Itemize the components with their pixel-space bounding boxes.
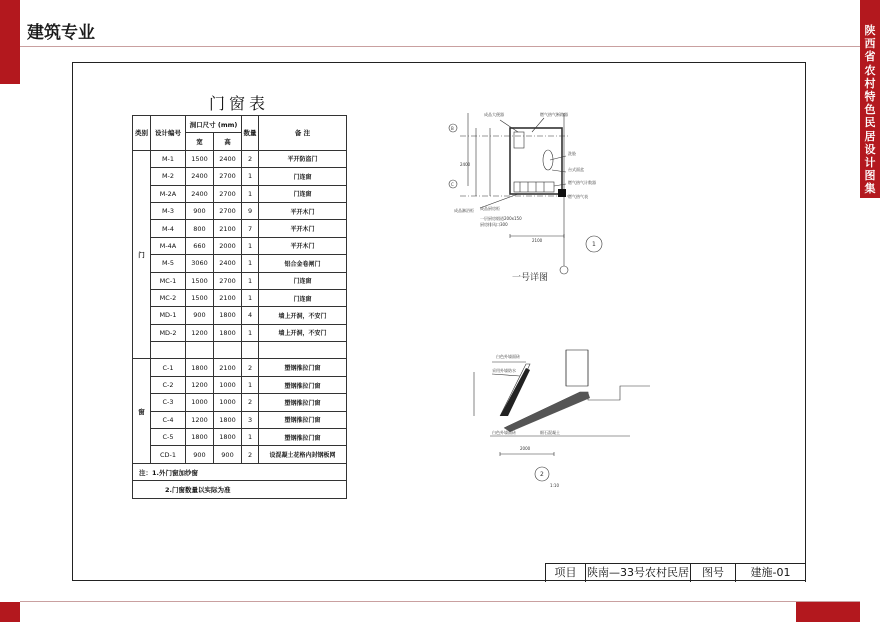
header-opening-size: 洞口尺寸 (mm) (186, 116, 242, 133)
table-row (133, 289, 347, 306)
side-title-char: 色 (864, 103, 876, 117)
detail-2-drawing (470, 342, 650, 492)
detail-2-label: 白色外墙面砖 (496, 354, 520, 359)
quantity-cell: 1 (242, 376, 259, 393)
side-title-char: 陕 (864, 24, 876, 37)
table-row (133, 237, 347, 254)
side-series-title (860, 24, 880, 196)
table-row (133, 324, 347, 341)
detail-1-label: 厨房排风口300 (480, 222, 508, 227)
table-row (133, 359, 347, 376)
header-accent-bar (0, 0, 20, 84)
width-cell: 1000 (186, 394, 214, 411)
table-row (133, 446, 347, 463)
remark-cell: 墙上开洞，不安门 (259, 324, 347, 341)
side-title-char: 农 (864, 63, 876, 77)
header-category: 类别 (133, 116, 151, 151)
quantity-cell: 1 (242, 429, 259, 446)
width-cell: 900 (186, 202, 214, 219)
height-cell: 1000 (214, 376, 242, 393)
table-row (133, 394, 347, 411)
category-cell: 窗 (133, 359, 151, 463)
side-title-char: 特 (864, 90, 876, 104)
remark-cell: 墙上开洞，不安门 (259, 307, 347, 324)
header-design-no: 设计编号 (151, 116, 186, 151)
width-cell: 900 (186, 307, 214, 324)
height-cell: 2700 (214, 272, 242, 289)
table-row (133, 150, 347, 167)
height-cell: 2700 (214, 202, 242, 219)
design-no-cell: CD-1 (151, 446, 186, 463)
quantity-cell: 1 (242, 185, 259, 202)
footer-accent-right (796, 602, 860, 622)
table-row (133, 429, 347, 446)
design-no-cell: M-5 (151, 255, 186, 272)
width-cell: 1500 (186, 272, 214, 289)
detail-2-label: 采用外墙防水 (492, 368, 516, 373)
project-name: 陕南—33号农村民居 (586, 564, 691, 582)
table-row (133, 411, 347, 428)
table-row (133, 220, 347, 237)
width-cell: 900 (186, 446, 214, 463)
detail-2-label: 白色外墙面砖 (492, 430, 516, 435)
table-row (133, 202, 347, 219)
height-cell: 2700 (214, 168, 242, 185)
door-window-schedule (132, 115, 347, 499)
quantity-cell: 2 (242, 359, 259, 376)
schedule-title: 门窗表 (208, 94, 269, 113)
height-cell: 1800 (214, 324, 242, 341)
detail-1-axis: C (451, 182, 454, 187)
header-width: 宽 (186, 133, 214, 150)
table-row (133, 272, 347, 289)
table-note: 注：1.外门窗加纱窗 (133, 463, 347, 480)
height-cell: 1800 (214, 307, 242, 324)
quantity-cell: 7 (242, 220, 259, 237)
design-no-cell: C-3 (151, 394, 186, 411)
width-cell: 2400 (186, 185, 214, 202)
quantity-cell: 1 (242, 272, 259, 289)
width-cell: 1200 (186, 376, 214, 393)
remark-cell: 塑钢推拉门窗 (259, 359, 347, 376)
detail-1-label: 燃气热气表 (568, 194, 588, 199)
side-title-char: 居 (864, 129, 876, 143)
empty-cell (214, 342, 242, 359)
width-cell: 1800 (186, 359, 214, 376)
table-row (133, 185, 347, 202)
table-note: 2.门窗数量以实际为准 (133, 481, 347, 498)
remark-cell: 门连窗 (259, 272, 347, 289)
empty-cell (151, 342, 186, 359)
remark-cell: 平开木门 (259, 202, 347, 219)
design-no-cell: C-2 (151, 376, 186, 393)
design-no-cell: C-5 (151, 429, 186, 446)
width-cell: 1500 (186, 150, 214, 167)
width-cell: 1500 (186, 289, 214, 306)
detail-2-dimension: 2000 (520, 446, 531, 451)
design-no-cell: MC-1 (151, 272, 186, 289)
design-no-cell: M-2A (151, 185, 186, 202)
page-header-title: 建筑专业 (27, 23, 95, 43)
detail-1-dimension: 2100 (532, 238, 543, 243)
detail-1-drawing (440, 96, 620, 286)
header-divider (20, 46, 860, 47)
remark-cell: 门连窗 (259, 168, 347, 185)
side-title-char: 西 (864, 37, 876, 51)
header-quantity: 数量 (242, 116, 259, 151)
side-title-char: 计 (864, 156, 876, 170)
height-cell: 2100 (214, 220, 242, 237)
width-cell: 1800 (186, 429, 214, 446)
quantity-cell: 2 (242, 446, 259, 463)
remark-cell: 平开木门 (259, 237, 347, 254)
header-height: 高 (214, 133, 242, 150)
design-no-cell: MD-2 (151, 324, 186, 341)
detail-2-label: 细石混凝土 (540, 430, 560, 435)
design-no-cell: M-2 (151, 168, 186, 185)
remark-cell: 铝合金卷闸门 (259, 255, 347, 272)
quantity-cell: 1 (242, 324, 259, 341)
remark-cell: 门连窗 (259, 289, 347, 306)
detail-1-caption: 一号详图 (512, 273, 549, 283)
quantity-cell: 1 (242, 237, 259, 254)
height-cell: 2000 (214, 237, 242, 254)
table-note-row (133, 463, 347, 480)
width-cell: 3060 (186, 255, 214, 272)
detail-1-number: 1 (592, 241, 596, 248)
remark-cell: 平开防盗门 (259, 150, 347, 167)
design-no-cell: M-3 (151, 202, 186, 219)
side-title-char: 设 (864, 142, 876, 156)
side-title-char: 民 (864, 116, 876, 130)
height-cell: 2400 (214, 150, 242, 167)
detail-1-dimension: 2400 (460, 162, 471, 167)
height-cell: 2100 (214, 289, 242, 306)
quantity-cell: 1 (242, 255, 259, 272)
height-cell: 2700 (214, 185, 242, 202)
drawing-no: 建施-01 (736, 564, 806, 582)
quantity-cell: 4 (242, 307, 259, 324)
quantity-cell: 1 (242, 168, 259, 185)
design-no-cell: M-1 (151, 150, 186, 167)
quantity-cell: 2 (242, 394, 259, 411)
detail-1-axis: B (451, 126, 454, 131)
design-no-cell: M-4 (151, 220, 186, 237)
drawing-no-label: 图号 (691, 564, 736, 582)
empty-cell (259, 342, 347, 359)
detail-1-label: 燃气热气计数器 (568, 180, 596, 185)
quantity-cell: 2 (242, 150, 259, 167)
design-no-cell: MC-2 (151, 289, 186, 306)
remark-cell: 门连窗 (259, 185, 347, 202)
table-row (133, 168, 347, 185)
remark-cell: 设混凝土花格内封钢板网 (259, 446, 347, 463)
design-no-cell: MD-1 (151, 307, 186, 324)
footer-accent-left (0, 602, 20, 622)
detail-1-label: 台式面盆 (568, 167, 584, 172)
detail-1-label: 洗脸 (568, 151, 576, 156)
height-cell: 2100 (214, 359, 242, 376)
remark-cell: 塑钢推拉门窗 (259, 411, 347, 428)
quantity-cell: 9 (242, 202, 259, 219)
width-cell: 800 (186, 220, 214, 237)
detail-2-scale: 1:10 (550, 483, 559, 488)
table-row (133, 307, 347, 324)
width-cell: 660 (186, 237, 214, 254)
remark-cell: 塑钢推拉门窗 (259, 394, 347, 411)
remark-cell: 塑钢推拉门窗 (259, 429, 347, 446)
footer-divider (20, 601, 860, 602)
design-no-cell: M-4A (151, 237, 186, 254)
table-row (133, 376, 347, 393)
detail-1-label: 成品淋浴柜 (454, 208, 474, 213)
table-header-row (133, 116, 347, 133)
height-cell: 1800 (214, 411, 242, 428)
design-no-cell: C-4 (151, 411, 186, 428)
empty-cell (242, 342, 259, 359)
table-row-empty (133, 342, 347, 359)
remark-cell: 塑钢推拉门窗 (259, 376, 347, 393)
height-cell: 1000 (214, 394, 242, 411)
width-cell: 1200 (186, 324, 214, 341)
title-block (545, 563, 806, 582)
detail-2-number: 2 (540, 471, 544, 478)
quantity-cell: 3 (242, 411, 259, 428)
side-title-char: 图 (864, 169, 876, 183)
width-cell: 2400 (186, 168, 214, 185)
project-label: 项目 (546, 564, 586, 582)
design-no-cell: C-1 (151, 359, 186, 376)
table-note-row (133, 481, 347, 498)
quantity-cell: 1 (242, 289, 259, 306)
detail-1-label: 一层厨房烟道200x150 (480, 216, 522, 221)
height-cell: 1800 (214, 429, 242, 446)
detail-1-label: 燃气热气断路器 (540, 112, 568, 117)
table-row (133, 255, 347, 272)
side-title-char: 村 (864, 76, 876, 90)
width-cell: 1200 (186, 411, 214, 428)
header-remark: 备 注 (259, 116, 347, 151)
detail-1-label: 成品厨房柜 (480, 206, 500, 211)
side-title-char: 集 (864, 182, 876, 196)
category-cell: 门 (133, 150, 151, 359)
remark-cell: 平开木门 (259, 220, 347, 237)
height-cell: 900 (214, 446, 242, 463)
side-title-char: 省 (864, 50, 876, 64)
height-cell: 2400 (214, 255, 242, 272)
empty-cell (186, 342, 214, 359)
detail-1-label: 成品大便器 (484, 112, 504, 117)
